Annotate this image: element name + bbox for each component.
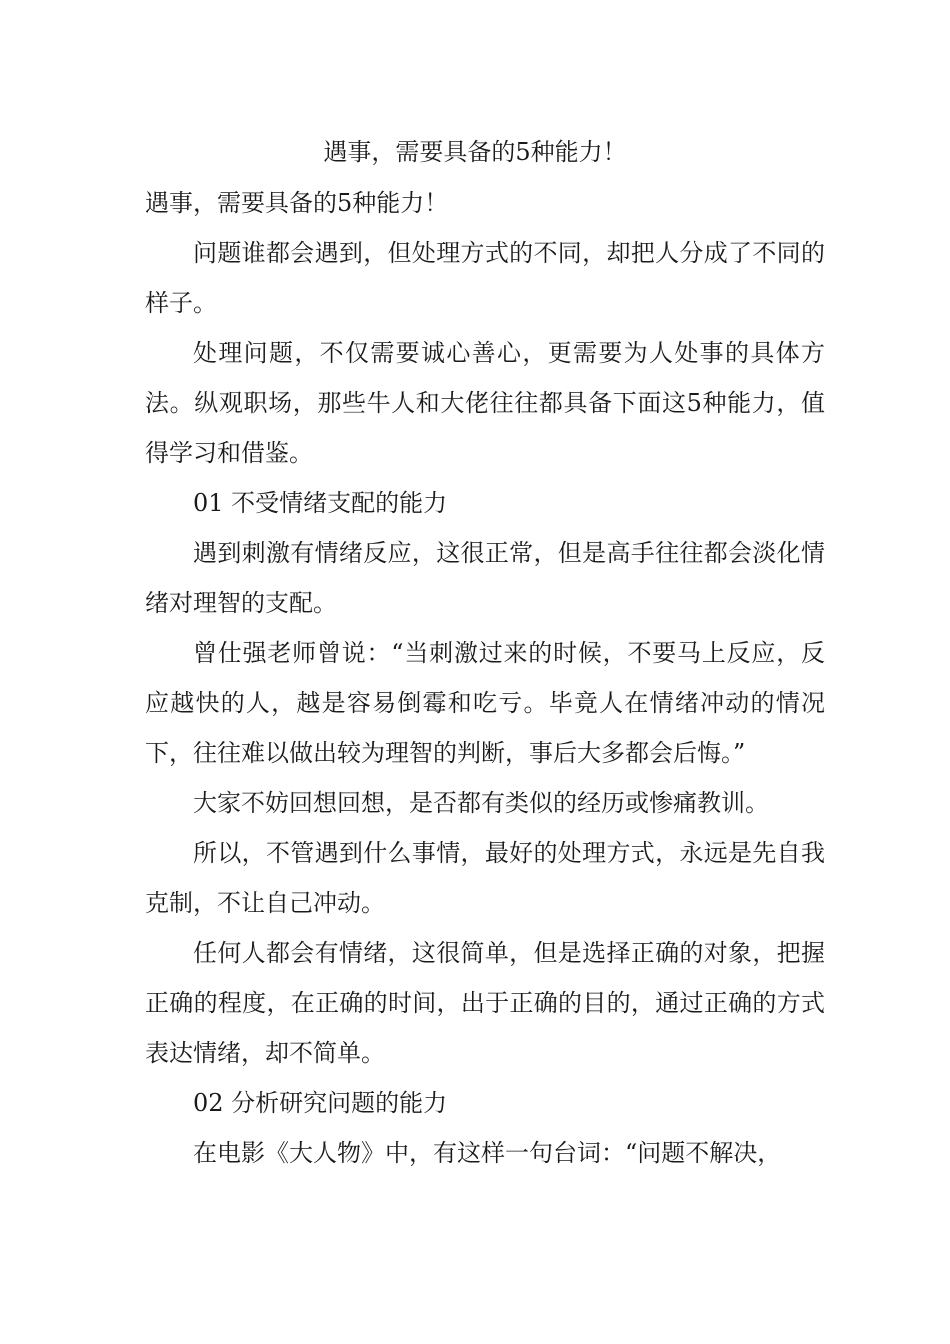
section-heading-01: 01 不受情绪支配的能力	[193, 489, 448, 517]
repeated-title-paragraph: 遇事，需要具备的5种能力！	[145, 189, 449, 217]
paragraph-reflect: 大家不妨回想回想，是否都有类似的经历或惨痛教训。	[193, 789, 769, 817]
paragraph-intro: 问题谁都会遇到，但处理方式的不同，却把人分成了不同的样子。	[145, 239, 825, 317]
paragraph-movie: 在电影《大人物》中，有这样一句台词：“问题不解决，	[193, 1139, 782, 1167]
paragraph-methods: 处理问题，不仅需要诚心善心，更需要为人处事的具体方法。纵观职场，那些牛人和大佬往往都具备下面这5种能力，值得学习和借鉴。	[145, 339, 825, 467]
paragraph-express: 任何人都会有情绪，这很简单，但是选择正确的对象，把握正确的程度，在正确的时间，出于正确的目的，通过正确的方式表达情绪，却不简单。	[145, 939, 825, 1067]
section-heading-02: 02 分析研究问题的能力	[193, 1089, 448, 1117]
paragraph-quote: 曾仕强老师曾说：“当刺激过来的时候，不要马上反应，反应越快的人，越是容易倒霉和吃亏。毕竟人在情绪冲动的情况下，往往难以做出较为理智的判断，事后大多都会后悔。”	[145, 639, 825, 767]
document-body	[145, 178, 825, 1178]
paragraph-restraint: 所以，不管遇到什么事情，最好的处理方式，永远是先自我克制，不让自己冲动。	[145, 839, 825, 917]
paragraph-emotion: 遇到刺激有情绪反应，这很正常，但是高手往往都会淡化情绪对理智的支配。	[145, 539, 825, 617]
page-title: 遇事，需要具备的5种能力！	[323, 138, 627, 166]
